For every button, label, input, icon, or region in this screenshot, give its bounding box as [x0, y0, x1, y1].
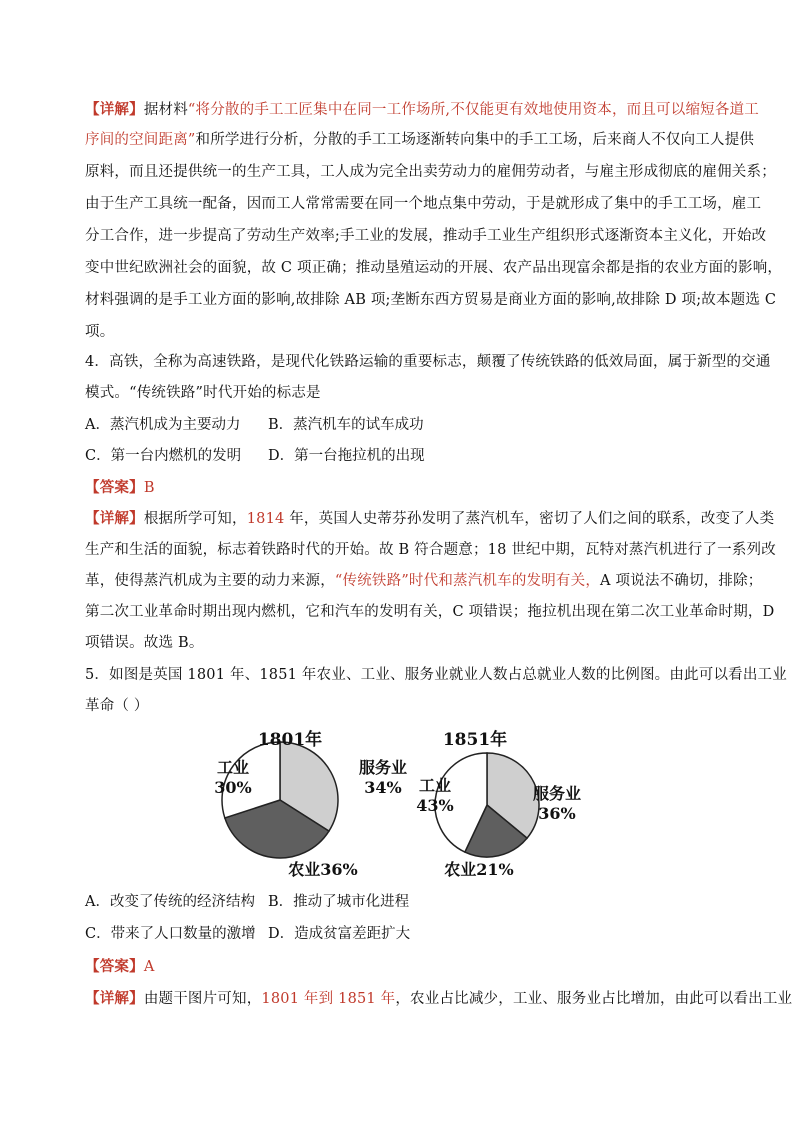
- pie-label-2-农业: 农业21%: [444, 860, 514, 879]
- q4-option-d: D．第一台拖拉机的出现: [268, 448, 425, 464]
- pie-title-2: 1851年: [442, 730, 508, 750]
- q4-explanation-line-1: 【详解】根据所学可知，1814 年，英国人史蒂芬孙发明了蒸汽机车，密切了人们之间的联系，改变了人类: [85, 510, 775, 527]
- q3-explanation-line-5: 分工合作，进一步提高了劳动生产效率;手工业的发展，推动手工业生产组织形式逐渐资本主义化，开始改: [85, 228, 767, 244]
- pie-charts-svg: [205, 725, 595, 885]
- q5-stem-line-1: 5．如图是英国 1801 年、1851 年农业、工业、服务业就业人数占总就业人数的比例图。由此可以看出工业: [85, 667, 787, 683]
- pie-title-1: 1801年: [257, 730, 323, 750]
- q4-option-b: B．蒸汽机车的试车成功: [268, 417, 424, 433]
- q4-explanation-line-4: 第二次工业革命时期出现内燃机，它和汽车的发明有关，C 项错误；拖拉机出现在第二次工业革命时期，D: [85, 604, 775, 620]
- q3-explanation-line-2: 序间的空间距离”和所学进行分析，分散的手工工场逐渐转向集中的手工工场，后来商人不仅向工人提供: [85, 132, 755, 148]
- q3-explanation-line-3: 原料，而且还提供统一的生产工具，工人成为完全出卖劳动力的雇佣劳动者，与雇主形成彻底的雇佣关系；: [85, 164, 776, 180]
- q5-option-d: D．造成贫富差距扩大: [268, 926, 411, 942]
- q4-explanation-line-5: 项错误。故选 B。: [85, 635, 204, 651]
- detail-tag: 【详解】: [85, 101, 144, 118]
- answer-value: A: [143, 959, 155, 975]
- q4-option-c: C．第一台内燃机的发明: [85, 448, 242, 464]
- pie-label-1-服务业: 服务业 34%: [358, 758, 408, 797]
- detail-tag: 【详解】: [85, 990, 144, 1007]
- q5-stem-line-2: 革命（ ）: [85, 698, 149, 714]
- q5-option-a: A．改变了传统的经济结构: [85, 894, 255, 910]
- pie-label-2-工业: 工业 43%: [416, 776, 454, 815]
- q3-explanation-line-1: 【详解】据材料“将分散的手工工匠集中在同一工作场所,不仅能更有效地使用资本，而且可以缩短各道工: [85, 101, 759, 118]
- q5-explanation-line-1: 【详解】由题干图片可知，1801 年到 1851 年，农业占比减少，工业、服务业占比增加，由此可以看出工业: [85, 990, 793, 1007]
- q4-explanation-line-2: 生产和生活的面貌，标志着铁路时代的开始。故 B 符合题意；18 世纪中期，瓦特对蒸汽机进行了一系列改: [85, 542, 776, 558]
- q4-stem-line-1: 4．高铁，全称为高速铁路，是现代化铁路运输的重要标志，颠覆了传统铁路的低效局面，属于新型的交通: [85, 354, 771, 370]
- answer-tag: 【答案】: [85, 958, 144, 975]
- material-quote: “将分散的手工工匠集中在同一工作场所,不仅能更有效地使用资本，而且可以缩短各道工: [187, 102, 759, 118]
- q4-answer: [85, 478, 725, 498]
- answer-tag: 【答案】: [85, 479, 144, 496]
- pie-label-1-农业: 农业36%: [288, 860, 358, 879]
- q5-option-c: C．带来了人口数量的激增: [85, 926, 256, 942]
- pie-label-2-服务业: 服务业 36%: [532, 784, 582, 823]
- detail-tag: 【详解】: [85, 510, 144, 527]
- q4-explanation-line-3: 革，使得蒸汽机成为主要的动力来源，“传统铁路”时代和蒸汽机车的发明有关，A 项说法不确切，排除；: [85, 573, 763, 589]
- answer-value: B: [143, 480, 155, 496]
- q4-stem-line-2: 模式。“传统铁路”时代开始的标志是: [85, 385, 321, 401]
- q3-explanation-line-8: 项。: [85, 324, 115, 340]
- q5-answer: [85, 957, 725, 977]
- q3-explanation-line-7: 材料强调的是手工业方面的影响,故排除 AB 项;垄断东西方贸易是商业方面的影响,故排除 D 项;故本题选 C: [85, 292, 777, 308]
- q5-option-b: B．推动了城市化进程: [268, 894, 410, 910]
- q3-explanation-line-4: 由于生产工具统一配备，因而工人常常需要在同一个地点集中劳动，于是就形成了集中的手工工场，雇工: [85, 196, 762, 212]
- q3-explanation-line-6: 变中世纪欧洲社会的面貌，故 C 项正确；推动垦殖运动的开展、农产品出现富余都是指的农业方面的影响，: [85, 260, 783, 276]
- pie-charts-figure: [205, 725, 595, 885]
- q4-option-a: A．蒸汽机成为主要动力: [85, 417, 241, 433]
- pie-label-1-工业: 工业 30%: [214, 758, 252, 797]
